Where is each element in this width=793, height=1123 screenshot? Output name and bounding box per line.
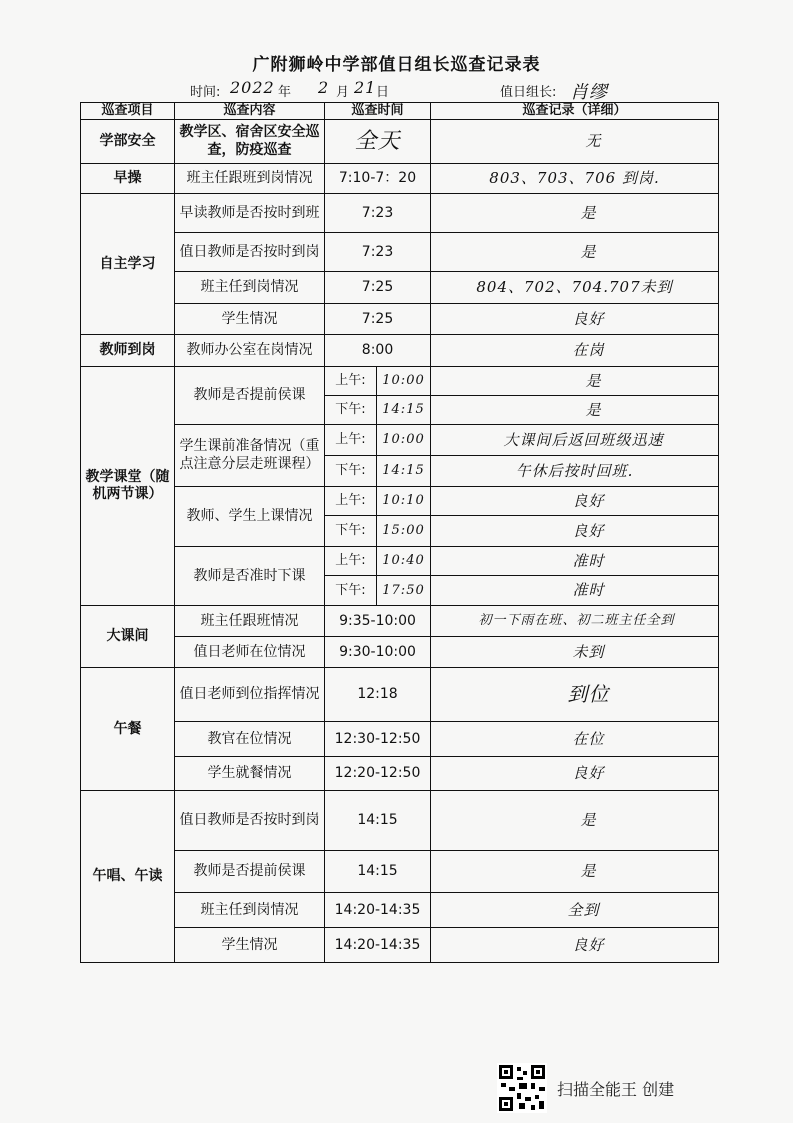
- record-cell: 803、703、706 到岗.: [431, 164, 719, 194]
- time-cell: 14:15: [325, 851, 431, 893]
- am-record: 良好: [431, 487, 719, 516]
- header-record: 巡查记录（详细）: [431, 103, 719, 120]
- time-cell: 7:10-7：20: [325, 164, 431, 194]
- time-cell: 12:30-12:50: [325, 722, 431, 757]
- time-cell: 7:25: [325, 304, 431, 335]
- scanner-watermark-text: 扫描全能王 创建: [557, 1079, 675, 1099]
- table-row: [81, 335, 719, 367]
- day-unit: 日: [376, 85, 390, 100]
- category-cell: 教学课堂（随机两节课）: [81, 367, 175, 606]
- qr-code-icon: [497, 1063, 547, 1113]
- content-cell: 教师、学生上课情况: [175, 487, 325, 547]
- time-label: 时间:: [190, 85, 221, 100]
- am-label: 上午:: [325, 547, 377, 576]
- am-label: 上午:: [325, 487, 377, 516]
- content-cell: 教师是否提前侯课: [175, 851, 325, 893]
- content-cell: 早读教师是否按时到班: [175, 194, 325, 233]
- record-cell: 在位: [431, 722, 719, 757]
- category-cell: 教师到岗: [81, 335, 175, 367]
- time-cell: 9:35-10:00: [325, 606, 431, 637]
- record-cell: 到位: [431, 668, 719, 722]
- content-cell: 班主任跟班到岗情况: [175, 164, 325, 194]
- pm-label: 下午:: [325, 456, 377, 487]
- table-row: [81, 547, 719, 576]
- am-record: 准时: [431, 547, 719, 576]
- content-cell: 教师办公室在岗情况: [175, 335, 325, 367]
- content-cell: 学生就餐情况: [175, 757, 325, 791]
- time-cell: 8:00: [325, 335, 431, 367]
- table-row: [81, 164, 719, 194]
- am-record: 是: [431, 367, 719, 396]
- header-category: 巡查项目: [81, 103, 175, 120]
- table-row: [81, 757, 719, 791]
- table-row: [81, 304, 719, 335]
- date-day: 21: [354, 78, 377, 97]
- table-row: [81, 851, 719, 893]
- record-cell: 无: [431, 120, 719, 164]
- content-cell: 班主任到岗情况: [175, 893, 325, 928]
- date-year: 2022: [230, 78, 275, 97]
- content-cell: 学生课前准备情况（重点注意分层走班课程）: [175, 425, 325, 487]
- record-cell: 初一下雨在班、初二班主任全到: [431, 606, 719, 637]
- am-time: 10:40: [377, 547, 431, 576]
- page-title: 广附狮岭中学部值日组长巡查记录表: [252, 55, 541, 75]
- am-time: 10:10: [377, 487, 431, 516]
- pm-record: 良好: [431, 516, 719, 547]
- table-row: [81, 367, 719, 396]
- record-cell: 是: [431, 194, 719, 233]
- record-cell: 是: [431, 233, 719, 272]
- table-row: [81, 668, 719, 722]
- content-cell: 学生情况: [175, 304, 325, 335]
- category-cell: 午餐: [81, 668, 175, 791]
- pm-label: 下午:: [325, 516, 377, 547]
- content-cell: 值日教师是否按时到岗: [175, 233, 325, 272]
- time-cell: 14:20-14:35: [325, 893, 431, 928]
- header-row: [81, 103, 719, 120]
- record-cell: 804、702、704.707未到: [431, 272, 719, 304]
- record-cell: 未到: [431, 637, 719, 668]
- table-row: [81, 233, 719, 272]
- record-cell: 是: [431, 791, 719, 851]
- header-time: 巡查时间: [325, 103, 431, 120]
- inspection-table: [80, 102, 719, 963]
- pm-record: 午休后按时回班.: [431, 456, 719, 487]
- table-row: [81, 893, 719, 928]
- footer: [497, 1061, 674, 1115]
- category-cell: 午唱、午读: [81, 791, 175, 963]
- pm-time: 17:50: [377, 576, 431, 606]
- header-info: [190, 78, 733, 103]
- time-cell: 7:25: [325, 272, 431, 304]
- content-cell: 学生情况: [175, 928, 325, 963]
- pm-time: 15:00: [377, 516, 431, 547]
- time-cell: 7:23: [325, 233, 431, 272]
- record-cell: 良好: [431, 304, 719, 335]
- content-cell: 教官在位情况: [175, 722, 325, 757]
- content-cell: 值日教师是否按时到岗: [175, 791, 325, 851]
- time-cell: 7:23: [325, 194, 431, 233]
- date-month: 2: [318, 78, 330, 97]
- pm-label: 下午:: [325, 576, 377, 606]
- table-row: [81, 425, 719, 456]
- table-row: [81, 928, 719, 963]
- category-cell: 自主学习: [81, 194, 175, 335]
- time-cell: 12:20-12:50: [325, 757, 431, 791]
- time-cell: 9:30-10:00: [325, 637, 431, 668]
- pm-time: 14:15: [377, 396, 431, 425]
- table-row: [81, 606, 719, 637]
- table-row: [81, 194, 719, 233]
- pm-label: 下午:: [325, 396, 377, 425]
- content-cell: 班主任到岗情况: [175, 272, 325, 304]
- time-cell: 12:18: [325, 668, 431, 722]
- pm-record: 准时: [431, 576, 719, 606]
- table-row: [81, 791, 719, 851]
- pm-record: 是: [431, 396, 719, 425]
- category-cell: 早操: [81, 164, 175, 194]
- am-label: 上午:: [325, 367, 377, 396]
- pm-time: 14:15: [377, 456, 431, 487]
- am-label: 上午:: [325, 425, 377, 456]
- content-cell: 值日老师到位指挥情况: [175, 668, 325, 722]
- content-cell: 教师是否提前侯课: [175, 367, 325, 425]
- record-cell: 全到: [431, 893, 719, 928]
- table-row: [81, 487, 719, 516]
- month-unit: 月: [336, 85, 350, 100]
- table-row: [81, 722, 719, 757]
- time-cell: 全天: [325, 120, 431, 164]
- content-cell: 班主任跟班情况: [175, 606, 325, 637]
- time-cell: 14:20-14:35: [325, 928, 431, 963]
- am-time: 10:00: [377, 425, 431, 456]
- record-cell: 良好: [431, 928, 719, 963]
- year-unit: 年: [278, 85, 292, 100]
- table-row: [81, 637, 719, 668]
- table-row: [81, 120, 719, 164]
- record-cell: 良好: [431, 757, 719, 791]
- time-cell: 14:15: [325, 791, 431, 851]
- leader-label: 值日组长:: [500, 85, 557, 100]
- category-cell: 学部安全: [81, 120, 175, 164]
- content-cell: 值日老师在位情况: [175, 637, 325, 668]
- table-row: [81, 272, 719, 304]
- content-cell: 教学区、宿舍区安全巡查，防疫巡查: [175, 120, 325, 164]
- content-cell: 教师是否准时下课: [175, 547, 325, 606]
- record-cell: 在岗: [431, 335, 719, 367]
- record-cell: 是: [431, 851, 719, 893]
- header-content: 巡查内容: [175, 103, 325, 120]
- category-cell: 大课间: [81, 606, 175, 668]
- am-record: 大课间后返回班级迅速: [431, 425, 719, 456]
- leader-signature: 肖缪: [570, 82, 608, 103]
- am-time: 10:00: [377, 367, 431, 396]
